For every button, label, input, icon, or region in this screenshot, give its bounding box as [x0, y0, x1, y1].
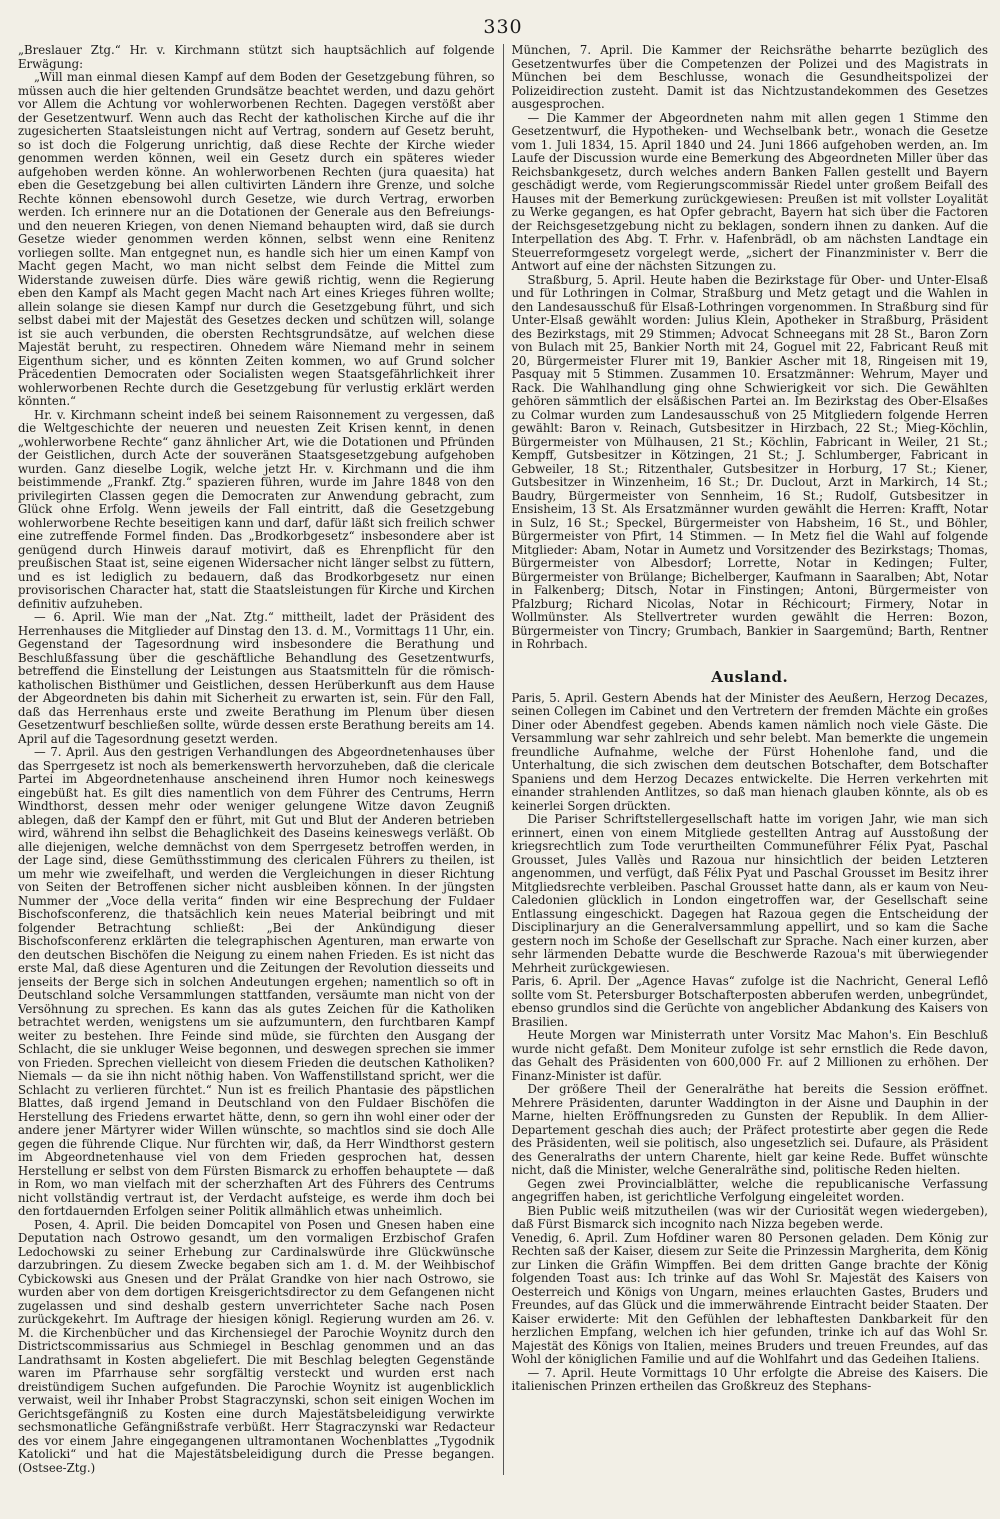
right-column [511, 44, 988, 1475]
left-paragraph: Hr. v. Kirchmann scheint indeß bei seinem Raisonnement zu vergessen, daß die Weltgeschichte der neueren und neuesten Zeit Krisen kennt, in denen „wohlerworbene Rechte“ ganz ähnlicher Art, wie die Dotationen und Pfründen der Geistlichen, durch Acte der souveränen Staatsgesetzgebung aufgehoben wurden. Ganz dieselbe Logik, welche jetzt Hr. v. Kirchmann und die ihm beistimmende „Frankf. Ztg.“ spazieren führen, wurde im Jahre 1848 von den privilegirten Classen gegen die Democraten zur Anwendung gebracht, zum Glück ohne Erfolg. Wenn jeweils der Fall eintritt, daß die Gesetzgebung wohlerworbene Rechte beseitigen kann und darf, dafür läßt sich freilich schwer eine zutreffende Formel finden. Das „Brodkorbgesetz“ insbesondere aber ist genügend durch Hinweis darauf motivirt, daß es Ehrenpflicht für den preußischen Staat ist, seine eigenen Widersacher nicht länger selbst zu füttern, und es ist lediglich zu bedauern, daß das Brodkorbgesetz nur einen provisorischen Character hat, statt die Staatsleistungen für Kirche und Kirchen definitiv aufzuheben. [18, 407, 495, 611]
right-paragraph: Die Pariser Schriftstellergesellschaft hatte im vorigen Jahr, wie man sich erinnert, einen von einem Mitgliede gestellten Antrag auf Ausstoßung der kriegsrechtlich zum Tode verurtheilten Communeführer Félix Pyat, Paschal Grousset, Jules Vallès und Razoua nur hinsichtlich der beiden Letzteren angenommen, und verfügt, daß Félix Pyat und Paschal Grousset im Besitz ihrer Mitgliedsrechte verbleiben. Paschal Grousset hatte dann, als er kaum von Neu-Caledonien glücklich in London eingetroffen war, der Gesellschaft seine Entlassung eingeschickt. Dagegen hat Razoua gegen die Entscheidung der Disciplinarjury an die Generalversammlung appellirt, und so kam die Sache gestern noch im Schoße der Gesellschaft zur Sprache. Nach einer kurzen, aber sehr lärmenden Debatte wurde die Beschwerde Razoua's mit überwiegender Mehrheit zurückgewiesen. [511, 812, 988, 975]
column-divider [503, 44, 504, 1475]
right-paragraph: Bien Public weiß mitzutheilen (was wir der Curiosität wegen wiedergeben), daß Fürst Bismarck sich incognito nach Nizza begeben werde. [511, 1203, 988, 1231]
right-paragraph: Der größere Theil der Generalräthe hat bereits die Session eröffnet. Mehrere Präsidenten, darunter Waddington in der Aisne und Dauphin in der Marne, hielten Eröffnungsreden zu Gunsten der Republik. In dem Allier-Departement geschah dies auch; der Präfect protestirte aber gegen die Rede des Präsidenten, weil sie politisch, also ungesetzlich sei. Dufaure, als Präsident des Generalraths der untern Charente, hielt gar keine Rede. Buffet wünschte nicht, daß die Minister, welche Generalräthe sind, politische Reden hielten. [511, 1082, 988, 1177]
columns [18, 44, 988, 1475]
left-paragraph: — 6. April. Wie man der „Nat. Ztg.“ mittheilt, ladet der Präsident des Herrenhauses die Mitglieder auf Dinstag den 13. d. M., Vormittags 11 Uhr, ein. Gegenstand der Tagesordnung wird insbesondere die Berathung und Beschlußfassung über die geschäftliche Behandlung des Gesetzentwurfs, betreffend die Einstellung der Leistungen aus Staatsmitteln für die römisch-katholischen Bisthümer und Geistlichen, dessen Herüberkunft aus dem Hause der Abgeordneten bis dahin mit Sicherheit zu erwarten ist, sein. Für den Fall, daß das Herrenhaus erste und zweite Berathung im Plenum über diesen Gesetzentwurf beschließen sollte, würde dessen erste Berathung bereits am 14. April auf die Tagesordnung gesetzt werden. [18, 610, 495, 746]
left-column [18, 44, 495, 1475]
left-paragraph: „Breslauer Ztg.“ Hr. v. Kirchmann stützt sich hauptsächlich auf folgende Erwägung: [18, 44, 495, 71]
right-paragraph: Venedig, 6. April. Zum Hofdiner waren 80 Personen geladen. Dem König zur Rechten saß der Kaiser, diesem zur Seite die Prinzessin Margherita, dem König zur Linken die Gräfin Wimpffen. Bei dem dritten Gange brachte der König folgenden Toast aus: Ich trinke auf das Wohl Sr. Majestät des Kaisers von Oesterreich und Königs von Ungarn, meines erlauchten Gastes, Bruders und Freundes, auf das Glück und die immerwährende Eintracht beider Staaten. Der Kaiser erwiderte: Mit den Gefühlen der lebhaftesten Dankbarkeit für den herzlichen Empfang, welchen ich hier gefunden, trinke ich auf das Wohl Sr. Majestät des Königs von Italien, meines Bruders und treuen Freundes, auf das Wohl der königlichen Familie und auf die Wohlfahrt und das Gedeihen Italiens. [511, 1230, 988, 1366]
left-paragraph: Posen, 4. April. Die beiden Domcapitel von Posen und Gnesen haben eine Deputation nach Ostrowo gesandt, um den vormaligen Erzbischof Grafen Ledochowski zu seiner Erhebung zur Cardinalswürde ihre Glückwünsche darzubringen. Zu diesem Zwecke begaben sich am 1. d. M. der Weihbischof Cybickowski aus Gnesen und der Prälat Grandke von hier nach Ostrowo, sie wurden aber von dem dortigen Kreisgerichtsdirector zu dem Gefangenen nicht zugelassen und sind deshalb gestern unverrichteter Sache nach Posen zurückgekehrt. Im Auftrage der hiesigen königl. Regierung wurden am 26. v. M. die Kirchenbücher und das Kirchensiegel der Parochie Woynitz durch den Districtscommissarius aus Schmiegel in Beschlag genommen und an das Landrathsamt in Kosten abgeliefert. Die mit Beschlag belegten Gegenstände waren im Pfarrhause sehr sorgfältig versteckt und wurden erst nach dreistündigem Suchen aufgefunden. Die Parochie Woynitz ist augenblicklich verwaist, weil ihr Inhaber Probst Stagraczynski, schon seit einigen Wochen im Gerichtsgefängniß zu Kosten eine durch Majestätsbeleidigung verwirkte sechsmonatliche Gefängnißstrafe verbüßt. Herr Stagraczynski war Redacteur des vor einem Jahre eingegangenen ultramontanen Wochenblattes „Tygodnik Katolicki“ und hat die Majestätsbeleidigung durch die Presse begangen. (Ostsee-Ztg.) [18, 1217, 495, 1475]
right-paragraph: Straßburg, 5. April. Heute haben die Bezirkstage für Ober- und Unter-Elsaß und für Lothringen in Colmar, Straßburg und Metz getagt und die Wahlen in den Landesausschuß für Elsaß-Lothringen vorgenommen. In Straßburg sind für Unter-Elsaß gewählt worden: Julius Klein, Apotheker in Straßburg, Präsident des Bezirkstags, mit 29 Stimmen; Advocat Schneegans mit 28 St., Baron Zorn von Bulach mit 25, Bankier North mit 24, Goguel mit 22, Fabricant Reuß mit 20, Bürgermeister Flurer mit 19, Bankier Ascher mit 18, Ringeisen mit 19, Pasquay mit 5 Stimmen. Zusammen 10. Ersatzmänner: Wehrum, Mayer und Rack. Die Wahlhandlung ging ohne Schwierigkeit vor sich. Die Gewählten gehören sämmtlich der elsäßischen Partei an. Im Bezirkstag des Ober-Elsaßes zu Colmar wurden zum Landesausschuß von 25 Mitgliedern folgende Herren gewählt: Baron v. Reinach, Gutsbesitzer in Hirzbach, 22 St.; Mieg-Köchlin, Bürgermeister von Mülhausen, 21 St.; Köchlin, Fabricant in Weiler, 21 St.; Kempff, Gutsbesitzer in Kötzingen, 21 St.; J. Schlumberger, Fabricant in Gebweiler, 18 St.; Ritzenthaler, Gutsbesitzer in Horburg, 17 St.; Kiener, Gutsbesitzer in Winzenheim, 16 St.; Dr. Duclout, Arzt in Markirch, 14 St.; Baudry, Bürgermeister von Sennheim, 16 St.; Rudolf, Gutsbesitzer in Ensisheim, 13 St. Als Ersatzmänner wurden gewählt die Herren: Krafft, Notar in Sulz, 16 St.; Speckel, Bürgermeister von Habsheim, 16 St., und Böhler, Bürgermeister von Pfirt, 14 Stimmen. — In Metz fiel die Wahl auf folgende Mitglieder: Abam, Notar in Aumetz und Vorsitzender des Bezirkstags; Thomas, Bürgermeister von Albesdorf; Lorrette, Notar in Kedingen; Fulter, Bürgermeister von Brülange; Bichelberger, Kaufmann in Saaralben; Abt, Notar in Falkenberg; Ditsch, Notar in Finstingen; Antoni, Bürgermeister von Pfalzburg; Richard Nicolas, Notar in Réchicourt; Firmery, Notar in Wollmünster. Als Stellvertreter wurden gewählt die Herren: Bozon, Bürgermeister von Tincry; Grumbach, Bankier in Saargemünd; Barth, Rentner in Rohrbach. [511, 272, 988, 651]
right-paragraph: Paris, 5. April. Gestern Abends hat der Minister des Aeußern, Herzog Decazes, seinen Collegen im Cabinet und den Vertretern der fremden Mächte ein großes Diner oder Abendfest gegeben. Abends kamen nämlich noch viele Gäste. Die Versammlung war sehr zahlreich und sehr belebt. Man bemerkte die ungemein freundliche Aufnahme, welche der Fürst Hohenlohe fand, und die Unterhaltung, die sich zwischen dem deutschen Botschafter, dem Botschafter Spaniens und dem Herzog Decazes entwickelte. Die Herren verkehrten mit einander strahlenden Antlitzes, so daß man hienach glauben könnte, als ob es keinerlei Sorgen drückten. [511, 690, 988, 813]
left-paragraph: „Will man einmal diesen Kampf auf dem Boden der Gesetzgebung führen, so müssen auch die hier geltenden Grundsätze beachtet werden, und dazu gehört vor Allem die Achtung vor wohlerworbenen Rechten. Dagegen verstößt aber der Gesetzentwurf. Wenn auch das Recht der katholischen Kirche auf die ihr zugesicherten Staatsleistungen nicht auf Vertrag, sondern auf Gesetz beruht, so ist doch die Folgerung unrichtig, daß diese Rechte der Kirche wieder genommen werden können, weil ein Gesetz durch ein späteres wieder aufgehoben werden könne. An wohlerworbenen Rechten (jura quaesita) hat eben die Gesetzgebung bei allen cultivirten Ländern ihre Grenze, und solche Rechte können ebensowohl durch Gesetze, wie durch Vertrag, erworben werden. Ich erinnere nur an die Dotationen der Generale aus den Befreiungs- und den neueren Kriegen, von denen Niemand behaupten wird, daß sie durch Gesetze wieder genommen werden können, selbst wenn eine Renitenz vorliegen sollte. Man entgegnet nun, es handle sich hier um einen Kampf von Macht gegen Macht, wo man nicht selbst dem Feinde die Mittel zum Widerstande zuweisen dürfe. Dies wäre gewiß richtig, wenn die Regierung eben den Kampf als Macht gegen Macht nach Art eines Krieges führen wollte; allein solange sie diesen Kampf nur durch die Gesetzgebung führt, und sich selbst dabei mit der Majestät des Gesetzes decken und schützen will, solange ist sie auch verbunden, die obersten Rechtsgrundsätze, auf welchen diese Majestät beruht, zu respectiren. Ohnedem wäre Niemand mehr in seinem Eigenthum sicher, und es könnten Zeiten kommen, wo auf Grund solcher Präcedentien Democraten oder Socialisten wegen Staatsgefährlichkeit ihrer wohlerworbenen Rechte durch die Gesetzgebung für verlustig erklärt werden könnten.“ [18, 70, 495, 408]
right-paragraph: Heute Morgen war Ministerrath unter Vorsitz Mac Mahon's. Ein Beschluß wurde nicht gefaßt. Dem Moniteur zufolge ist sehr ernstlich die Rede davon, das Gehalt des Präsidenten von 600,000 Fr. auf 2 Millionen zu erhöhen. Der Finanz-Minister ist dafür. [511, 1028, 988, 1083]
right-paragraph: — Die Kammer der Abgeordneten nahm mit allen gegen 1 Stimme den Gesetzentwurf, die Hypotheken- und Wechselbank betr., wonach die Gesetze vom 1. Juli 1834, 15. April 1840 und 24. Juni 1866 aufgehoben werden, an. Im Laufe der Discussion wurde eine Bemerkung des Abgeordneten Miller über das Reichsbankgesetz, durch welches andern Banken Fallen gestellt und Bayern geschädigt werde, vom Regierungscommissär Riedel unter großem Beifall des Hauses mit der Bemerkung zurückgewiesen: Preußen ist mit vollster Loyalität zu Werke gegangen, es hat Opfer gebracht, Bayern hat sich über die Factoren der Reichsgesetzgebung nicht zu beklagen, sondern ihnen zu danken. Auf die Interpellation des Abg. T. Frhr. v. Hafenbrädl, ob am nächsten Landtage ein Steuerreformgesetz vorgelegt werde, „sichert der Finanzminister v. Berr die Antwort auf eine der nächsten Sitzungen zu. [511, 110, 988, 273]
right-paragraph: Paris, 6. April. Der „Agence Havas“ zufolge ist die Nachricht, General Leflô sollte vom St. Petersburger Botschafterposten abberufen werden, unbegründet, ebenso grundlos sind die Gerüchte von angeblicher Abdankung des Kaisers von Brasilien. [511, 974, 988, 1029]
right-paragraph: Gegen zwei Provincialblätter, welche die republicanische Verfassung angegriffen haben, ist gerichtliche Verfolgung eingeleitet worden. [511, 1176, 988, 1204]
left-paragraph: — 7. April. Aus den gestrigen Verhandlungen des Abgeordnetenhauses über das Sperrgesetz ist noch als bemerkenswerth hervorzuheben, daß die clericale Partei im Abgeordnetenhause anscheinend ihren Humor noch keineswegs eingebüßt hat. Es gilt dies namentlich von dem Führer des Centrums, Herrn Windthorst, dessen mehr oder weniger gelungene Witze davon Zeugniß ablegen, daß der Kampf den er führt, mit Gut und Blut der Anderen betrieben wird, während ihn selbst die Behaglichkeit des Daseins keineswegs verläßt. Ob alle diejenigen, welche demnächst von dem Sperrgesetz betroffen werden, in der Lage sind, diese Gemüthsstimmung des clericalen Führers zu theilen, ist um mehr wie zweifelhaft, und werden die Vergleichungen in dieser Richtung von Seiten der Betroffenen sicher nicht ausbleiben können. In der jüngsten Nummer der „Voce della verita“ finden wir eine Besprechung der Fuldaer Bischofsconferenz, die thatsächlich kein neues Material beibringt und mit folgender Betrachtung schließt: „Bei der Ankündigung dieser Bischofsconferenz erklärten die telegraphischen Agenturen, man erwarte von den deutschen Bischöfen die Neigung zu einem nahen Frieden. Es ist nicht das erste Mal, daß diese Agenturen und die Zeitungen der Revolution diesseits und jenseits der Berge sich in solchen Andeutungen ergehen; namentlich so oft in Deutschland solche Versammlungen stattfanden, versäumte man nicht von der Versöhnung zu sprechen. Es kann das als gutes Zeichen für die Katholiken betrachtet werden, wenigstens um sie aufzumuntern, den furchtbaren Kampf weiter zu bestehen. Ihre Feinde sind müde, sie fürchten den Ausgang der Schlacht, die sie unkluger Weise begonnen, und deswegen sprechen sie immer von Frieden. Sprechen vielleicht von diesem Frieden die deutschen Katholiken? Niemals — da sie ihn nicht nöthig haben. Von Waffenstillstand spricht, wer die Schlacht zu verlieren fürchtet.“ Nun ist es freilich Phantasie des päpstlichen Blattes, daß irgend Jemand in Deutschland von den Fuldaer Bischöfen die Herstellung des Friedens erwartet hätte, denn, so gern ihn wohl einer oder der andere jener Märtyrer wider Willen wünschte, so machtlos sind sie doch Alle gegen die führende Clique. Nur fürchten wir, daß, da Herr Windthorst gestern im Abgeordnetenhause viel von dem Frieden gesprochen hat, dessen Herstellung er selbst von dem Fürsten Bismarck zu erhoffen behauptete — daß in Rom, wo man vielfach mit der scherzhaften Art des Führers des Centrums nicht vollständig vertraut ist, der Verdacht aufsteige, es werde ihm doch bei den fortdauernden Erfolgen seiner Politik allmählich etwas unheimlich. [18, 745, 495, 1218]
right-paragraph: München, 7. April. Die Kammer der Reichsräthe beharrte bezüglich des Gesetzentwurfes über die Competenzen der Polizei und des Magistrats in München bei dem Beschlusse, wonach die Gesundheitspolizei der Polizeidirection zusteht. Damit ist das Nichtzustandekommen des Gesetzes ausgesprochen. [511, 44, 988, 111]
page-number: 330 [483, 16, 523, 38]
right-paragraph: — 7. April. Heute Vormittags 10 Uhr erfolgte die Abreise des Kaisers. Die italienischen Prinzen ertheilen das Großkreuz des Stephans- [511, 1365, 988, 1393]
section-heading-ausland: Ausland. [711, 667, 789, 686]
